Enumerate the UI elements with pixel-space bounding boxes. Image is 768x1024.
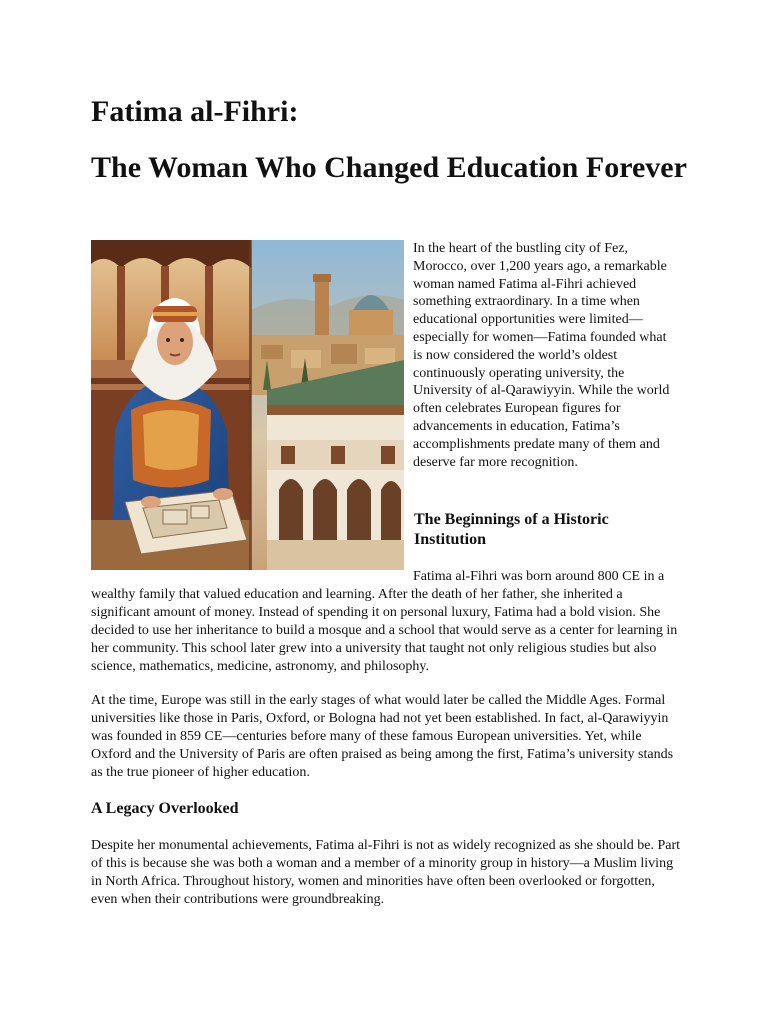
section-heading-legacy: A Legacy Overlooked [91, 800, 239, 817]
title-line-1: Fatima al-Fihri: [91, 95, 299, 128]
title-line-2: The Woman Who Changed Education Forever [91, 151, 687, 184]
section-paragraph-europe: At the time, Europe was still in the early stages of what would later be called the Middle Ages. Formal universities like those in Paris, Oxford, or Bologna had not yet been established. In fact, al-Qarawiyyin was founded in 859 CE—centuries before many of these famous European universities. Yet, while Oxford and the University of Paris are often praised as being among the first, Fatima’s university stands as the true pioneer of higher education. [91, 693, 674, 780]
illustration-image [91, 240, 404, 570]
section-heading-beginnings: The Beginnings of a Historic Institution [414, 511, 609, 548]
section-paragraph-birth: Fatima al-Fihri was born around 800 CE in a wealthy family that valued education and learning. After the death of her father, she inherited a significant amount of money. Instead of spending it on personal luxury, Fatima had a bold vision. She decided to use her inheritance to build a mosque and a school that would serve as a center for learning in her community. This school later grew into a university that taught not only religious studies but also science, mathematics, medicine, astronomy, and philosophy. [91, 569, 678, 674]
section-paragraph-legacy: Despite her monumental achievements, Fatima al-Fihri is not as widely recognized as she should be. Part of this is because she was both a woman and a member of a minority group in history—a Muslim living in North Africa. Throughout history, women and minorities have often been overlooked or forgotten, even when their contributions were groundbreaking. [91, 838, 681, 907]
intro-paragraph: In the heart of the bustling city of Fez, Morocco, over 1,200 years ago, a remarkable woman named Fatima al-Fihri achieved something extraordinary. In a time when educational opportunities were limited—especially for women—Fatima founded what is now considered the world’s oldest continuously operating university, the University of al-Qarawiyyin. While the world often celebrates European figures for advancements in education, Fatima’s accomplishments predate many of them and deserve far more recognition. [413, 241, 670, 470]
illustration-svg [91, 240, 404, 570]
